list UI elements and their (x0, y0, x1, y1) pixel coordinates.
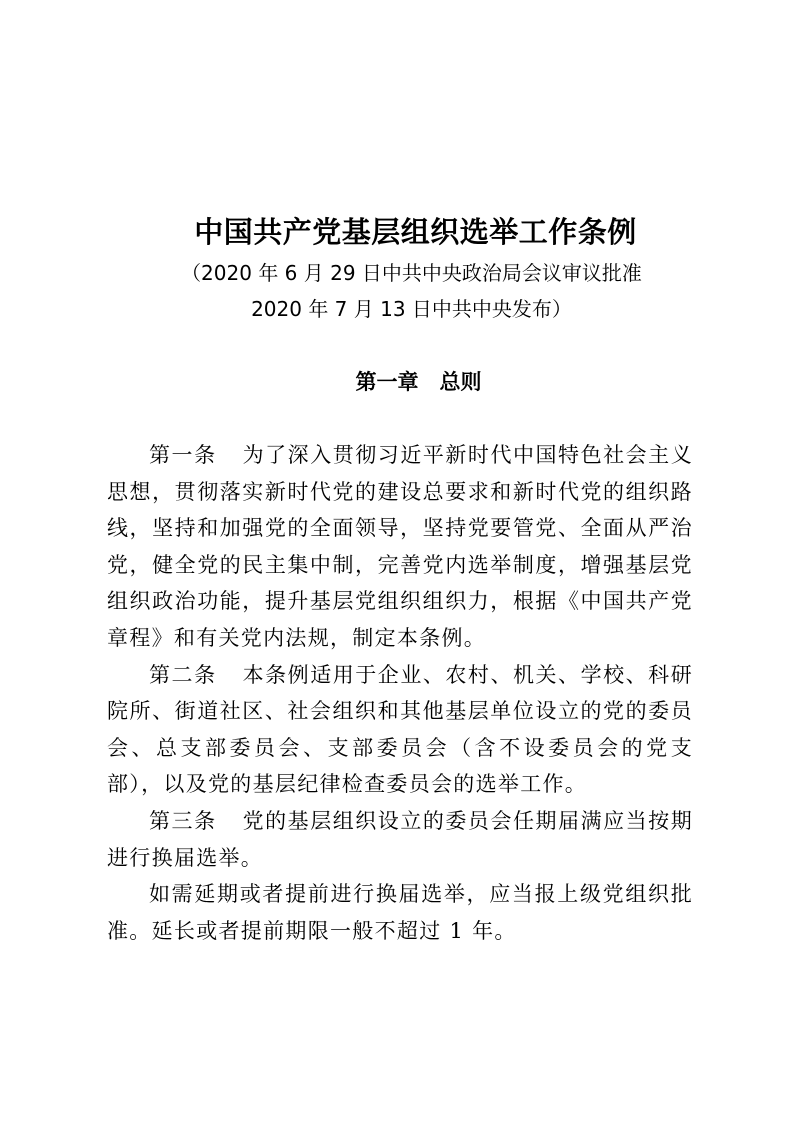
article-2-text: 本条例适用于企业、农村、机关、学校、科研院所、街道社区、社会组织和其他基层单位设立的党的委员会、总支部委员会、支部委员会（含不设委员会的党支部），以及党的基层纪律检查委员会的选举工作。 (107, 662, 694, 797)
article-1-paragraph (107, 437, 693, 657)
subtitle-approval-line: （2020 年 6 月 29 日中共中央政治局会议审议批准 (181, 261, 642, 285)
article-3-text: 党的基层组织设立的委员会任期届满应当按期进行换届选举。 (107, 808, 694, 870)
document-title: 中国共产党基层组织选举工作条例 (194, 215, 637, 249)
article-3-label: 第三条 (149, 808, 217, 833)
document-body (107, 437, 693, 949)
chapter-heading: 第一章 总则 (355, 369, 482, 394)
article-2-paragraph (107, 657, 693, 803)
article-3-paragraph (107, 803, 693, 876)
article-2-label: 第二条 (149, 662, 217, 687)
article-1-label: 第一条 (149, 443, 217, 467)
article-1-text: 为了深入贯彻习近平新时代中国特色社会主义思想，贯彻落实新时代党的建设总要求和新时代党的组织路线，坚持和加强党的全面领导，坚持党要管党、全面从严治党，健全党的民主集中制，完善党内选举制度，增强基层党组织政治功能，提升基层党组织组织力，根据《中国共产党章程》和有关党内法规，制定本条例。 (107, 443, 694, 650)
subtitle-issue-line: 2020 年 7 月 13 日中共中央发布） (251, 297, 572, 321)
article-3-continuation-text: 如需延期或者提前进行换届选举，应当报上级党组织批准。延长或者提前期限一般不超过 1 年。 (107, 882, 693, 943)
article-3-continuation-paragraph (107, 876, 693, 949)
